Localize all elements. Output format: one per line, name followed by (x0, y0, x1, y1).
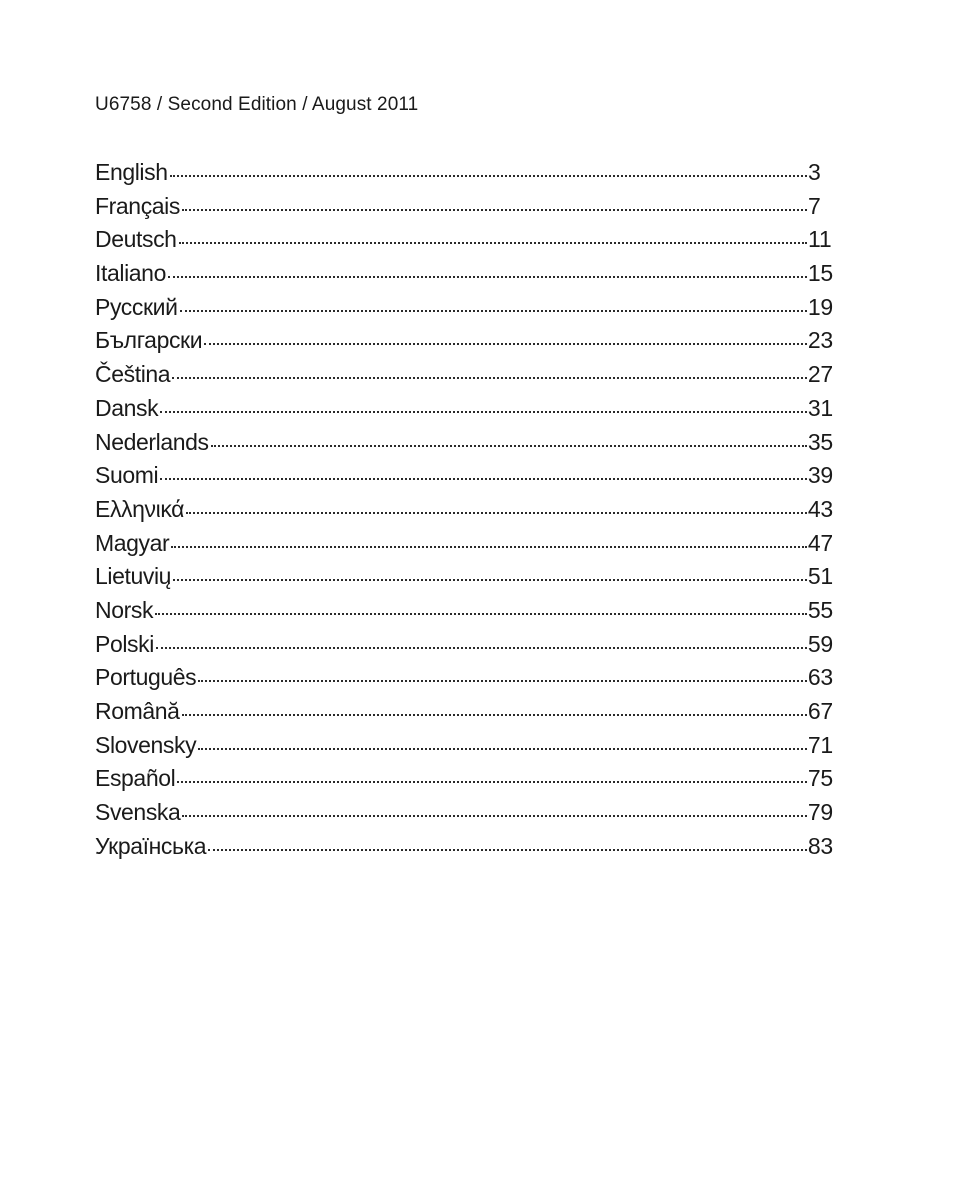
toc-entry-page-number: 59 (807, 630, 833, 657)
toc-entry-page-number: 63 (807, 664, 833, 691)
toc-dot-leader (172, 377, 807, 379)
toc-entry[interactable] (95, 628, 833, 662)
toc-entry-page-number: 15 (807, 260, 833, 287)
edition-line: U6758 / Second Edition / August 2011 (95, 94, 419, 115)
toc-entry-label: Українська (95, 832, 207, 859)
toc-entry-page-number: 19 (807, 293, 833, 320)
toc-entry-page-number: 35 (807, 428, 833, 455)
toc-dot-leader (160, 411, 807, 413)
toc-dot-leader (168, 276, 807, 278)
toc-entry-label: Dansk (95, 394, 159, 421)
toc-entry-label: English (95, 159, 168, 185)
toc-entry-page-number: 71 (807, 731, 833, 758)
toc-entry-page-number: 27 (807, 361, 833, 388)
toc-entry[interactable] (95, 594, 833, 628)
toc-entry-label: Italiano (95, 260, 166, 287)
toc-entry-page-number: 3 (808, 159, 821, 185)
toc-entry[interactable] (95, 223, 833, 257)
toc-entry[interactable] (95, 156, 833, 190)
toc-entry[interactable] (95, 392, 833, 426)
toc-entry[interactable] (95, 459, 833, 493)
toc-entry-label: Suomi (95, 462, 159, 489)
toc-entry[interactable] (95, 291, 833, 325)
toc-entry-label: Deutsch (95, 226, 177, 253)
toc-entry[interactable] (95, 358, 833, 392)
toc-entry-label: Български (95, 327, 203, 354)
toc-dot-leader (182, 209, 807, 211)
toc-dot-leader (170, 175, 807, 177)
toc-entry-label: Русский (95, 293, 178, 320)
toc-dot-leader (204, 343, 807, 345)
toc-dot-leader (177, 781, 806, 783)
toc-entry-label: Español (95, 765, 176, 792)
toc-entry[interactable] (95, 527, 833, 561)
table-of-contents (95, 156, 833, 863)
toc-entry-label: Lietuvių (95, 563, 172, 590)
toc-entry-label: Português (95, 664, 197, 691)
toc-entry[interactable] (95, 257, 833, 291)
toc-entry-page-number: 23 (807, 327, 833, 354)
toc-entry[interactable] (95, 324, 833, 358)
toc-entry-label: Română (95, 698, 180, 724)
toc-entry[interactable] (95, 762, 833, 796)
toc-entry[interactable] (95, 560, 833, 594)
toc-entry[interactable] (95, 493, 833, 527)
toc-entry-page-number: 83 (807, 832, 833, 859)
toc-dot-leader (180, 310, 807, 312)
toc-entry[interactable] (95, 796, 833, 830)
toc-entry-label: Svenska (95, 799, 181, 826)
toc-dot-leader (182, 815, 806, 817)
toc-entry-page-number: 51 (807, 563, 833, 590)
toc-entry-label: Polski (95, 630, 154, 657)
toc-dot-leader (179, 242, 807, 244)
toc-dot-leader (211, 445, 807, 447)
toc-entry[interactable] (95, 190, 833, 224)
toc-entry[interactable] (95, 426, 833, 460)
toc-dot-leader (156, 647, 807, 649)
toc-entry[interactable] (95, 695, 833, 729)
toc-entry-label: Ελληνικά (95, 495, 185, 522)
toc-entry-label: Čeština (95, 361, 171, 388)
toc-entry-page-number: 11 (808, 226, 832, 253)
toc-entry[interactable] (95, 729, 833, 763)
toc-entry-page-number: 43 (807, 495, 833, 522)
toc-entry-label: Slovensky (95, 731, 197, 758)
toc-entry-label: Magyar (95, 529, 170, 556)
toc-dot-leader (198, 680, 807, 682)
toc-entry-page-number: 39 (807, 462, 833, 489)
toc-entry[interactable] (95, 661, 833, 695)
toc-entry-page-number: 79 (807, 799, 833, 826)
toc-entry-page-number: 55 (807, 596, 833, 623)
toc-dot-leader (160, 478, 807, 480)
toc-entry-page-number: 75 (807, 765, 833, 792)
toc-dot-leader (182, 714, 807, 716)
toc-dot-leader (198, 748, 807, 750)
toc-dot-leader (173, 579, 807, 581)
toc-dot-leader (208, 849, 807, 851)
toc-entry-page-number: 31 (807, 394, 833, 421)
toc-entry-page-number: 7 (808, 192, 821, 219)
toc-entry-label: Français (95, 192, 180, 219)
toc-entry-page-number: 67 (807, 698, 833, 724)
toc-entry-page-number: 47 (807, 529, 833, 556)
toc-dot-leader (186, 512, 807, 514)
toc-dot-leader (155, 613, 807, 615)
toc-dot-leader (171, 546, 807, 548)
toc-entry-label: Norsk (95, 596, 154, 623)
toc-entry[interactable] (95, 830, 833, 864)
toc-entry-label: Nederlands (95, 428, 209, 455)
